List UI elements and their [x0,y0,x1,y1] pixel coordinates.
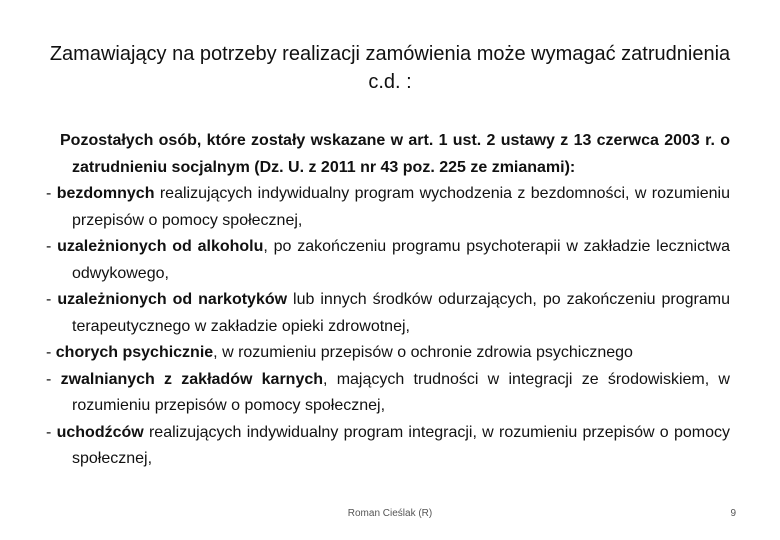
list-dash: - [46,238,58,255]
list-item-text: realizujących indywidualny program wychodzenia z bezdomności, w rozumieniu przepisów o pomocy społecznej, [72,185,730,229]
list-item-keyword: chorych psychicznie [55,344,214,361]
list-dash: - [46,185,57,202]
list-item-keyword: uzależnionych od alkoholu [57,238,264,255]
list-dash: - [46,291,58,308]
list-item-keyword: bezdomnych [56,185,155,202]
intro-paragraph: Pozostałych osób, które zostały wskazane w art. 1 ust. 2 ustawy z 13 czerwca 2003 r. o zatrudnieniu socjalnym (Dz. U. z 2011 nr 43 poz. 225 ze zmianami): [60,132,730,176]
list-item-released-prisoners [46,367,730,420]
list-dash: - [46,423,57,441]
footer-author: Roman Cieślak (R) [347,508,433,519]
page-number: 9 [730,508,736,519]
list-item-mentally-ill [46,340,730,367]
list-item-keyword: zwalnianych z zakładów karnych [60,370,324,388]
list-item-alcohol [46,234,730,287]
list-item-text: , w rozumieniu przepisów o ochronie zdrowia psychicznego [213,344,633,361]
list-item-keyword: uzależnionych od narkotyków [57,291,288,308]
list-item-text: , mających trudności w integracji ze środowiskiem, w rozumieniu przepisów o pomocy społecznej, [72,370,730,414]
list-dash: - [46,370,61,388]
list-item-text: , po zakończeniu programu psychoterapii w zakładzie lecznictwa odwykowego, [72,238,730,282]
list-dash: - [46,344,56,361]
list-item-text: realizujących indywidualny program integracji, w rozumieniu przepisów o pomocy społecznej, [72,423,730,467]
slide-body [46,128,730,473]
list-item-narcotics [46,287,730,340]
list-item-refugees [46,420,730,473]
slide-title: Zamawiający na potrzeby realizacji zamówienia może wymagać zatrudnienia c.d. : [49,43,731,93]
list-item-text: lub innych środków odurzających, po zakończeniu programu terapeutycznego w zakładzie opieki zdrowotnej, [72,291,731,335]
list-item-keyword: uchodźców [56,423,144,441]
list-item-homeless [46,181,730,234]
